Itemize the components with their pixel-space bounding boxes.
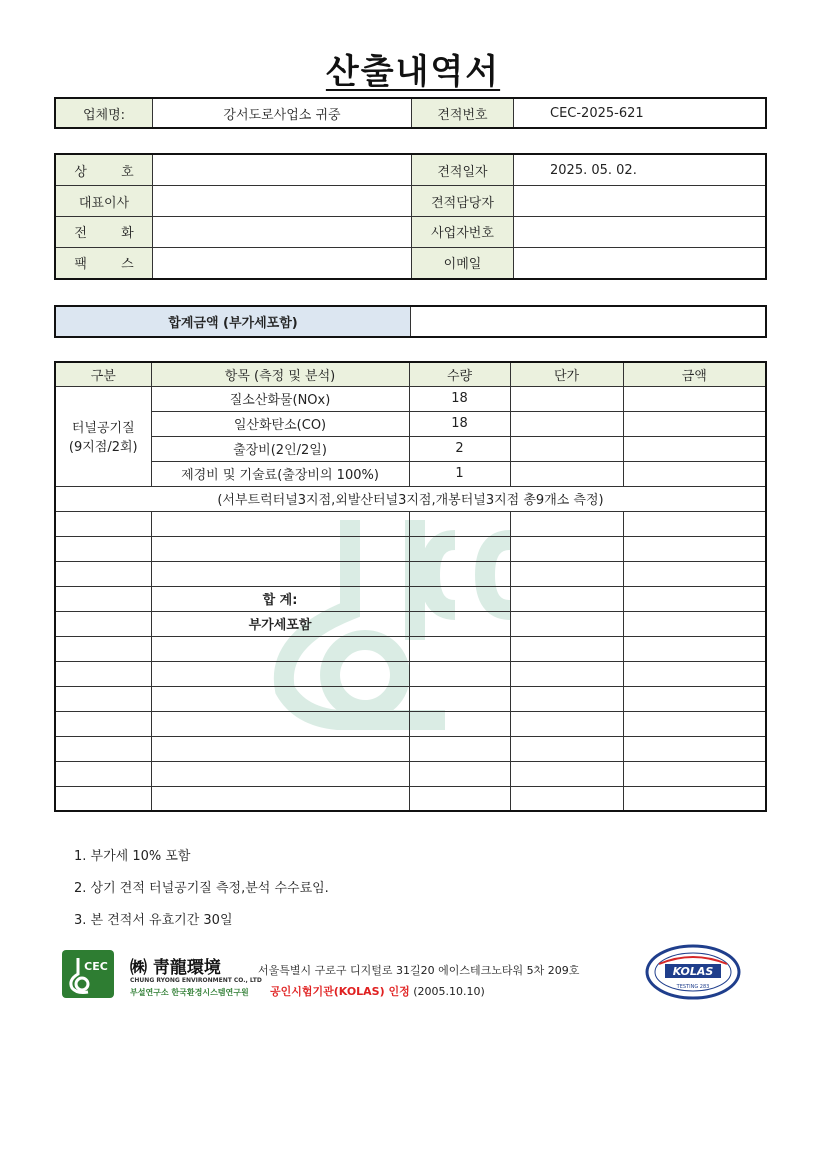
table-row — [55, 561, 766, 586]
item-unit-price — [510, 436, 623, 461]
category-cell — [55, 386, 151, 486]
header-qty: 수량 — [409, 362, 510, 386]
header-category: 구분 — [55, 362, 151, 386]
item-unit-price — [510, 461, 623, 486]
table-row — [55, 686, 766, 711]
table-row — [55, 786, 766, 811]
item-name: 질소산화물(NOx) — [151, 386, 409, 411]
info-right-value — [514, 216, 767, 247]
info-row — [55, 154, 766, 186]
accreditation-date: (2005.10.10) — [413, 985, 485, 998]
company-name: ㈱ 靑龍環境 — [130, 958, 221, 978]
info-row — [55, 247, 766, 279]
accreditation-line — [270, 983, 485, 999]
header-table — [54, 97, 767, 129]
table-row — [55, 636, 766, 661]
info-left-value — [153, 247, 412, 279]
info-right-label: 견적담당자 — [412, 186, 514, 217]
info-left-value — [153, 154, 412, 186]
total-table — [54, 305, 767, 338]
table-row — [55, 736, 766, 761]
company-value: 강서도로사업소 귀중 — [153, 98, 412, 128]
info-right-value — [514, 247, 767, 279]
item-amount — [623, 411, 766, 436]
item-name: 제경비 및 기술료(출장비의 100%) — [151, 461, 409, 486]
info-right-label: 견적일자 — [412, 154, 514, 186]
item-unit-price — [510, 411, 623, 436]
category-line2: (9지점/2회) — [68, 440, 138, 455]
item-qty: 18 — [409, 386, 510, 411]
category-line1: 터널공기질 — [71, 421, 135, 436]
table-row — [55, 511, 766, 536]
table-row — [55, 711, 766, 736]
note-item: 3. 본 견적서 유효기간 30일 — [74, 913, 233, 928]
measurement-note: (서부트럭터널3지점,외발산터널3지점,개봉터널3지점 총9개소 측정) — [55, 486, 766, 511]
item-name: 일산화탄소(CO) — [151, 411, 409, 436]
header-amount: 금액 — [623, 362, 766, 386]
info-table — [54, 153, 767, 280]
kolas-badge-sub: TESTING 283 — [676, 984, 710, 990]
accreditation-text: 공인시험기관(KOLAS) 인정 — [270, 985, 410, 998]
info-left-value — [153, 216, 412, 247]
total-label: 합계금액 (부가세포함) — [55, 306, 411, 337]
info-left-value — [153, 186, 412, 217]
company-logo-icon — [62, 950, 114, 998]
note-item: 2. 상기 견적 터널공기질 측정,분석 수수료임. — [74, 881, 329, 896]
item-qty: 2 — [409, 436, 510, 461]
items-header-row — [55, 362, 766, 386]
table-row — [55, 761, 766, 786]
info-left-label: 팩 스 — [55, 247, 153, 279]
info-row — [55, 186, 766, 217]
vat-label: 부가세포함 — [151, 611, 409, 636]
kolas-badge-text: KOLAS — [672, 965, 714, 978]
item-amount — [623, 386, 766, 411]
table-row — [55, 436, 766, 461]
item-name: 출장비(2인/2일) — [151, 436, 409, 461]
table-row — [55, 386, 766, 411]
vat-row — [55, 611, 766, 636]
estimate-date-value: 2025. 05. 02. — [514, 154, 767, 186]
table-row — [55, 536, 766, 561]
header-unit-price: 단가 — [510, 362, 623, 386]
kolas-badge-icon — [645, 944, 741, 1000]
estimate-no-value: CEC-2025-621 — [514, 98, 767, 128]
company-address: 서울특별시 구로구 디지털로 31길20 에이스테크노타워 5차 209호 — [258, 964, 580, 977]
total-value — [411, 306, 767, 337]
company-english-name: CHUNG RYONG ENVIRONMENT CO., LTD — [130, 977, 262, 984]
info-left-label: 상 호 — [55, 154, 153, 186]
note-row — [55, 486, 766, 511]
lab-name: 부설연구소 한국환경시스템연구원 — [130, 988, 249, 997]
header-item: 항목 (측정 및 분석) — [151, 362, 409, 386]
item-amount — [623, 436, 766, 461]
item-amount — [623, 461, 766, 486]
page-title: 산출내역서 — [325, 52, 501, 92]
info-right-label: 이메일 — [412, 247, 514, 279]
note-item: 1. 부가세 10% 포함 — [74, 849, 191, 864]
item-qty: 18 — [409, 411, 510, 436]
estimate-no-label: 견적번호 — [412, 98, 514, 128]
info-right-value — [514, 186, 767, 217]
logo-text: CEC — [84, 960, 108, 973]
info-left-label: 대표이사 — [55, 186, 153, 217]
info-right-label: 사업자번호 — [412, 216, 514, 247]
notes-list — [74, 845, 329, 941]
table-row — [55, 661, 766, 686]
items-table — [54, 361, 767, 812]
sum-row — [55, 586, 766, 611]
item-qty: 1 — [409, 461, 510, 486]
sum-label: 합 계: — [151, 586, 409, 611]
company-label: 업체명: — [55, 98, 153, 128]
info-left-label: 전 화 — [55, 216, 153, 247]
item-unit-price — [510, 386, 623, 411]
info-row — [55, 216, 766, 247]
table-row — [55, 411, 766, 436]
table-row — [55, 461, 766, 486]
